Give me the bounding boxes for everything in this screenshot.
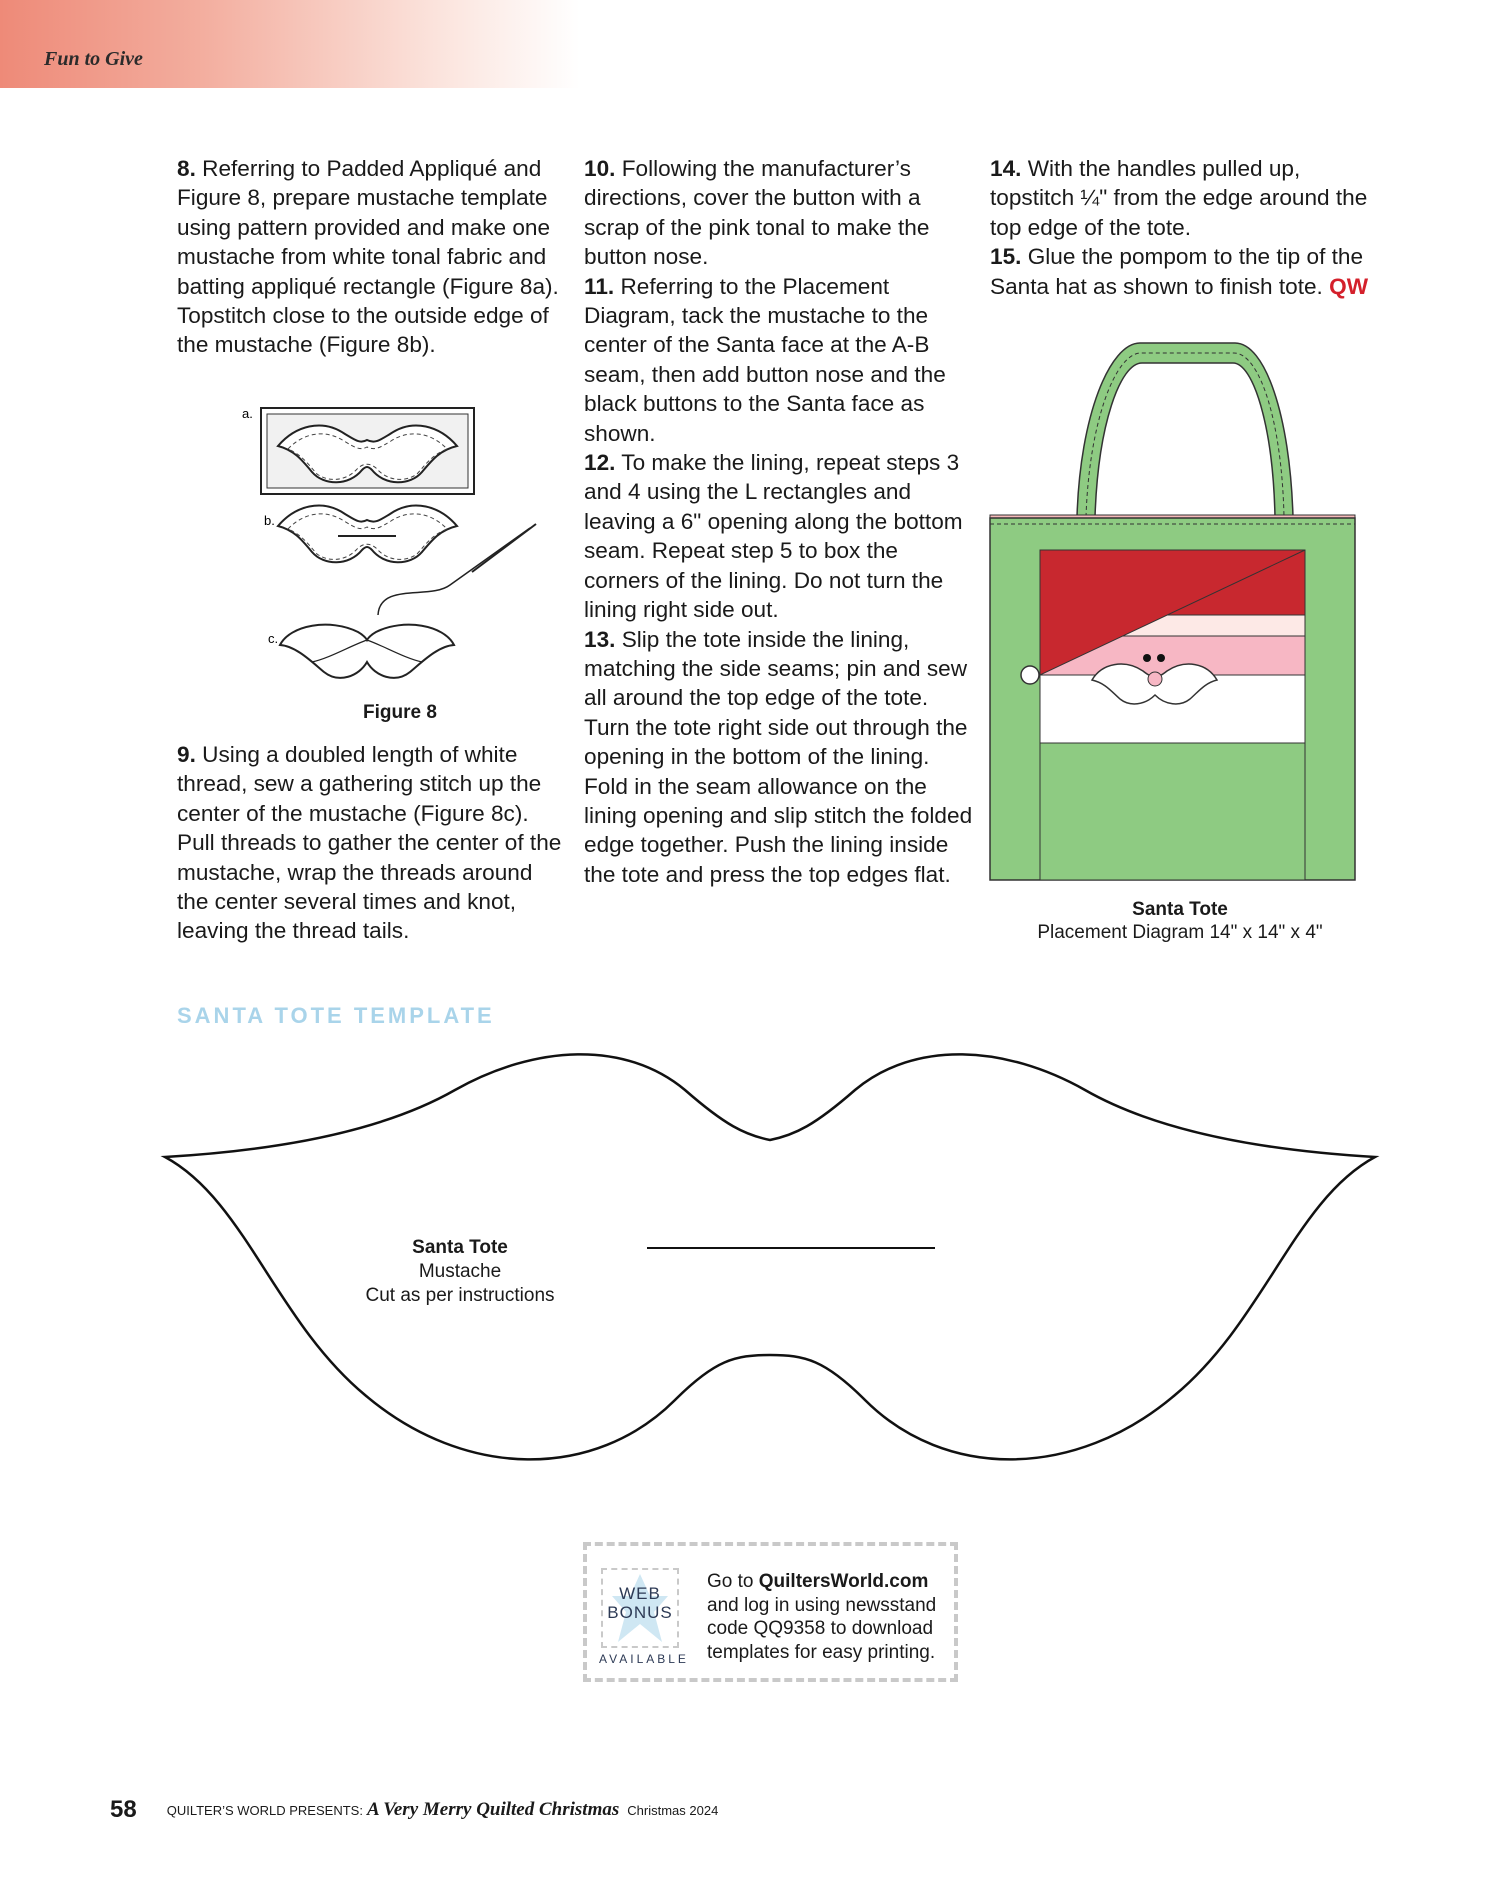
santa-nose-button [1148, 672, 1162, 686]
step-15 [990, 242, 1380, 301]
footer-issue: Christmas 2024 [627, 1803, 719, 1818]
step-14 [990, 154, 1380, 242]
column-3 [990, 154, 1380, 301]
web-text-post: and log in using newsstand code QQ9358 to download templates for easy printing. [707, 1594, 937, 1663]
figure-8b-label: b. [264, 513, 275, 528]
web-bonus-text [707, 1570, 952, 1664]
step-number: 9. [177, 742, 196, 767]
figure-8-caption: Figure 8 [363, 702, 437, 723]
figure-8c-mustache [280, 625, 454, 678]
tote-caption-title: Santa Tote [1132, 899, 1228, 920]
step-10 [584, 154, 976, 272]
web-bonus-badge [599, 1568, 689, 1666]
template-heading: SANTA TOTE TEMPLATE [177, 1003, 495, 1028]
step-number: 12. [584, 450, 616, 476]
page-number: 58 [110, 1796, 137, 1823]
step-text: Using a doubled length of white thread, sew a gathering stitch up the center of the mustache (Figure 8c). Pull threads to gather the center of the mustache, wrap the threads around the center several times and knot, leaving the thread tails. [177, 742, 562, 944]
mustache-label-piece: Mustache [418, 1261, 502, 1282]
tote-bottom-panel [1040, 743, 1305, 880]
figure-8-illustration [242, 400, 550, 700]
step-number: 8. [177, 156, 196, 181]
mustache-label-title: Santa Tote [412, 1237, 508, 1258]
column-2 [584, 154, 976, 889]
step-text: Referring to Padded Appliqué and Figure 8, prepare mustache template using pattern provided and make one mustache from white tonal fabric and batting appliqué rectangle (Figure 8a). Topstitch close to the outside edge of the mustache (Figure 8b). [177, 156, 559, 358]
section-tag: Fun to Give [44, 48, 143, 70]
santa-eye-right [1157, 654, 1165, 662]
mustache-label [340, 1236, 580, 1308]
figure-8a-label: a. [242, 406, 253, 421]
web-site-link[interactable]: QuiltersWorld.com [758, 1571, 929, 1592]
header-band [0, 0, 580, 88]
step-number: 14. [990, 156, 1022, 181]
step-text: With the handles pulled up, topstitch ¼" from the edge around the top edge of the tote. [990, 156, 1368, 240]
step-number: 13. [584, 626, 616, 652]
page-footer [110, 1796, 718, 1824]
step-9 [177, 740, 569, 946]
tote-handle [1077, 343, 1293, 517]
end-mark: QW [1329, 273, 1369, 299]
tote-caption [980, 898, 1380, 944]
badge-line-3: AVAILABLE [599, 1652, 689, 1666]
santa-tote-diagram [985, 335, 1385, 885]
step-11 [584, 272, 976, 448]
step-number: 11. [584, 273, 615, 299]
column-1 [177, 154, 569, 360]
footer-magazine: A Very Merry Quilted Christmas [366, 1799, 620, 1820]
santa-pompom [1021, 666, 1039, 684]
figure-8b-mustache [278, 505, 457, 562]
web-text-pre: Go to [707, 1571, 759, 1592]
tote-caption-subtitle: Placement Diagram 14" x 14" x 4" [1037, 922, 1323, 943]
step-text: Glue the pompom to the tip of the Santa hat as shown to finish tote. [990, 244, 1364, 299]
step-8 [177, 154, 569, 360]
badge-line-1: WEB [619, 1584, 661, 1603]
step-12 [584, 448, 976, 624]
step-text: Following the manufacturer’s directions, cover the button with a scrap of the pink tonal to make the button nose. [584, 156, 930, 270]
figure-8c-label: c. [268, 631, 279, 646]
step-text: Referring to the Placement Diagram, tack the mustache to the center of the Santa face at the A-B seam, then add button nose and the black buttons to the Santa face as shown. [584, 273, 946, 446]
badge-line-2: BONUS [607, 1603, 673, 1622]
web-bonus-box [583, 1542, 958, 1682]
mustache-label-note: Cut as per instructions [365, 1285, 555, 1306]
step-number: 15. [990, 244, 1022, 270]
step-13 [584, 625, 976, 890]
step-text: To make the lining, repeat steps 3 and 4 using the L rectangles and leaving a 6" opening along the bottom seam. Repeat step 5 to box the corners of the lining. Do not turn the lining right side out. [584, 450, 963, 623]
column-1-continued [177, 740, 569, 946]
footer-presents: QUILTER’S WORLD PRESENTS: [166, 1803, 363, 1818]
step-text: Slip the tote inside the lining, matching the side seams; pin and sew all around the top edge of the tote. Turn the tote right side out through the opening in the bottom of the lining. Fold in the seam allowance on the lining opening and slip stitch the folded edge together. Push the lining inside the tote and press the top edges flat. [584, 626, 973, 887]
step-number: 10. [584, 156, 616, 181]
santa-eye-left [1143, 654, 1151, 662]
figure-8-needle [472, 524, 536, 572]
